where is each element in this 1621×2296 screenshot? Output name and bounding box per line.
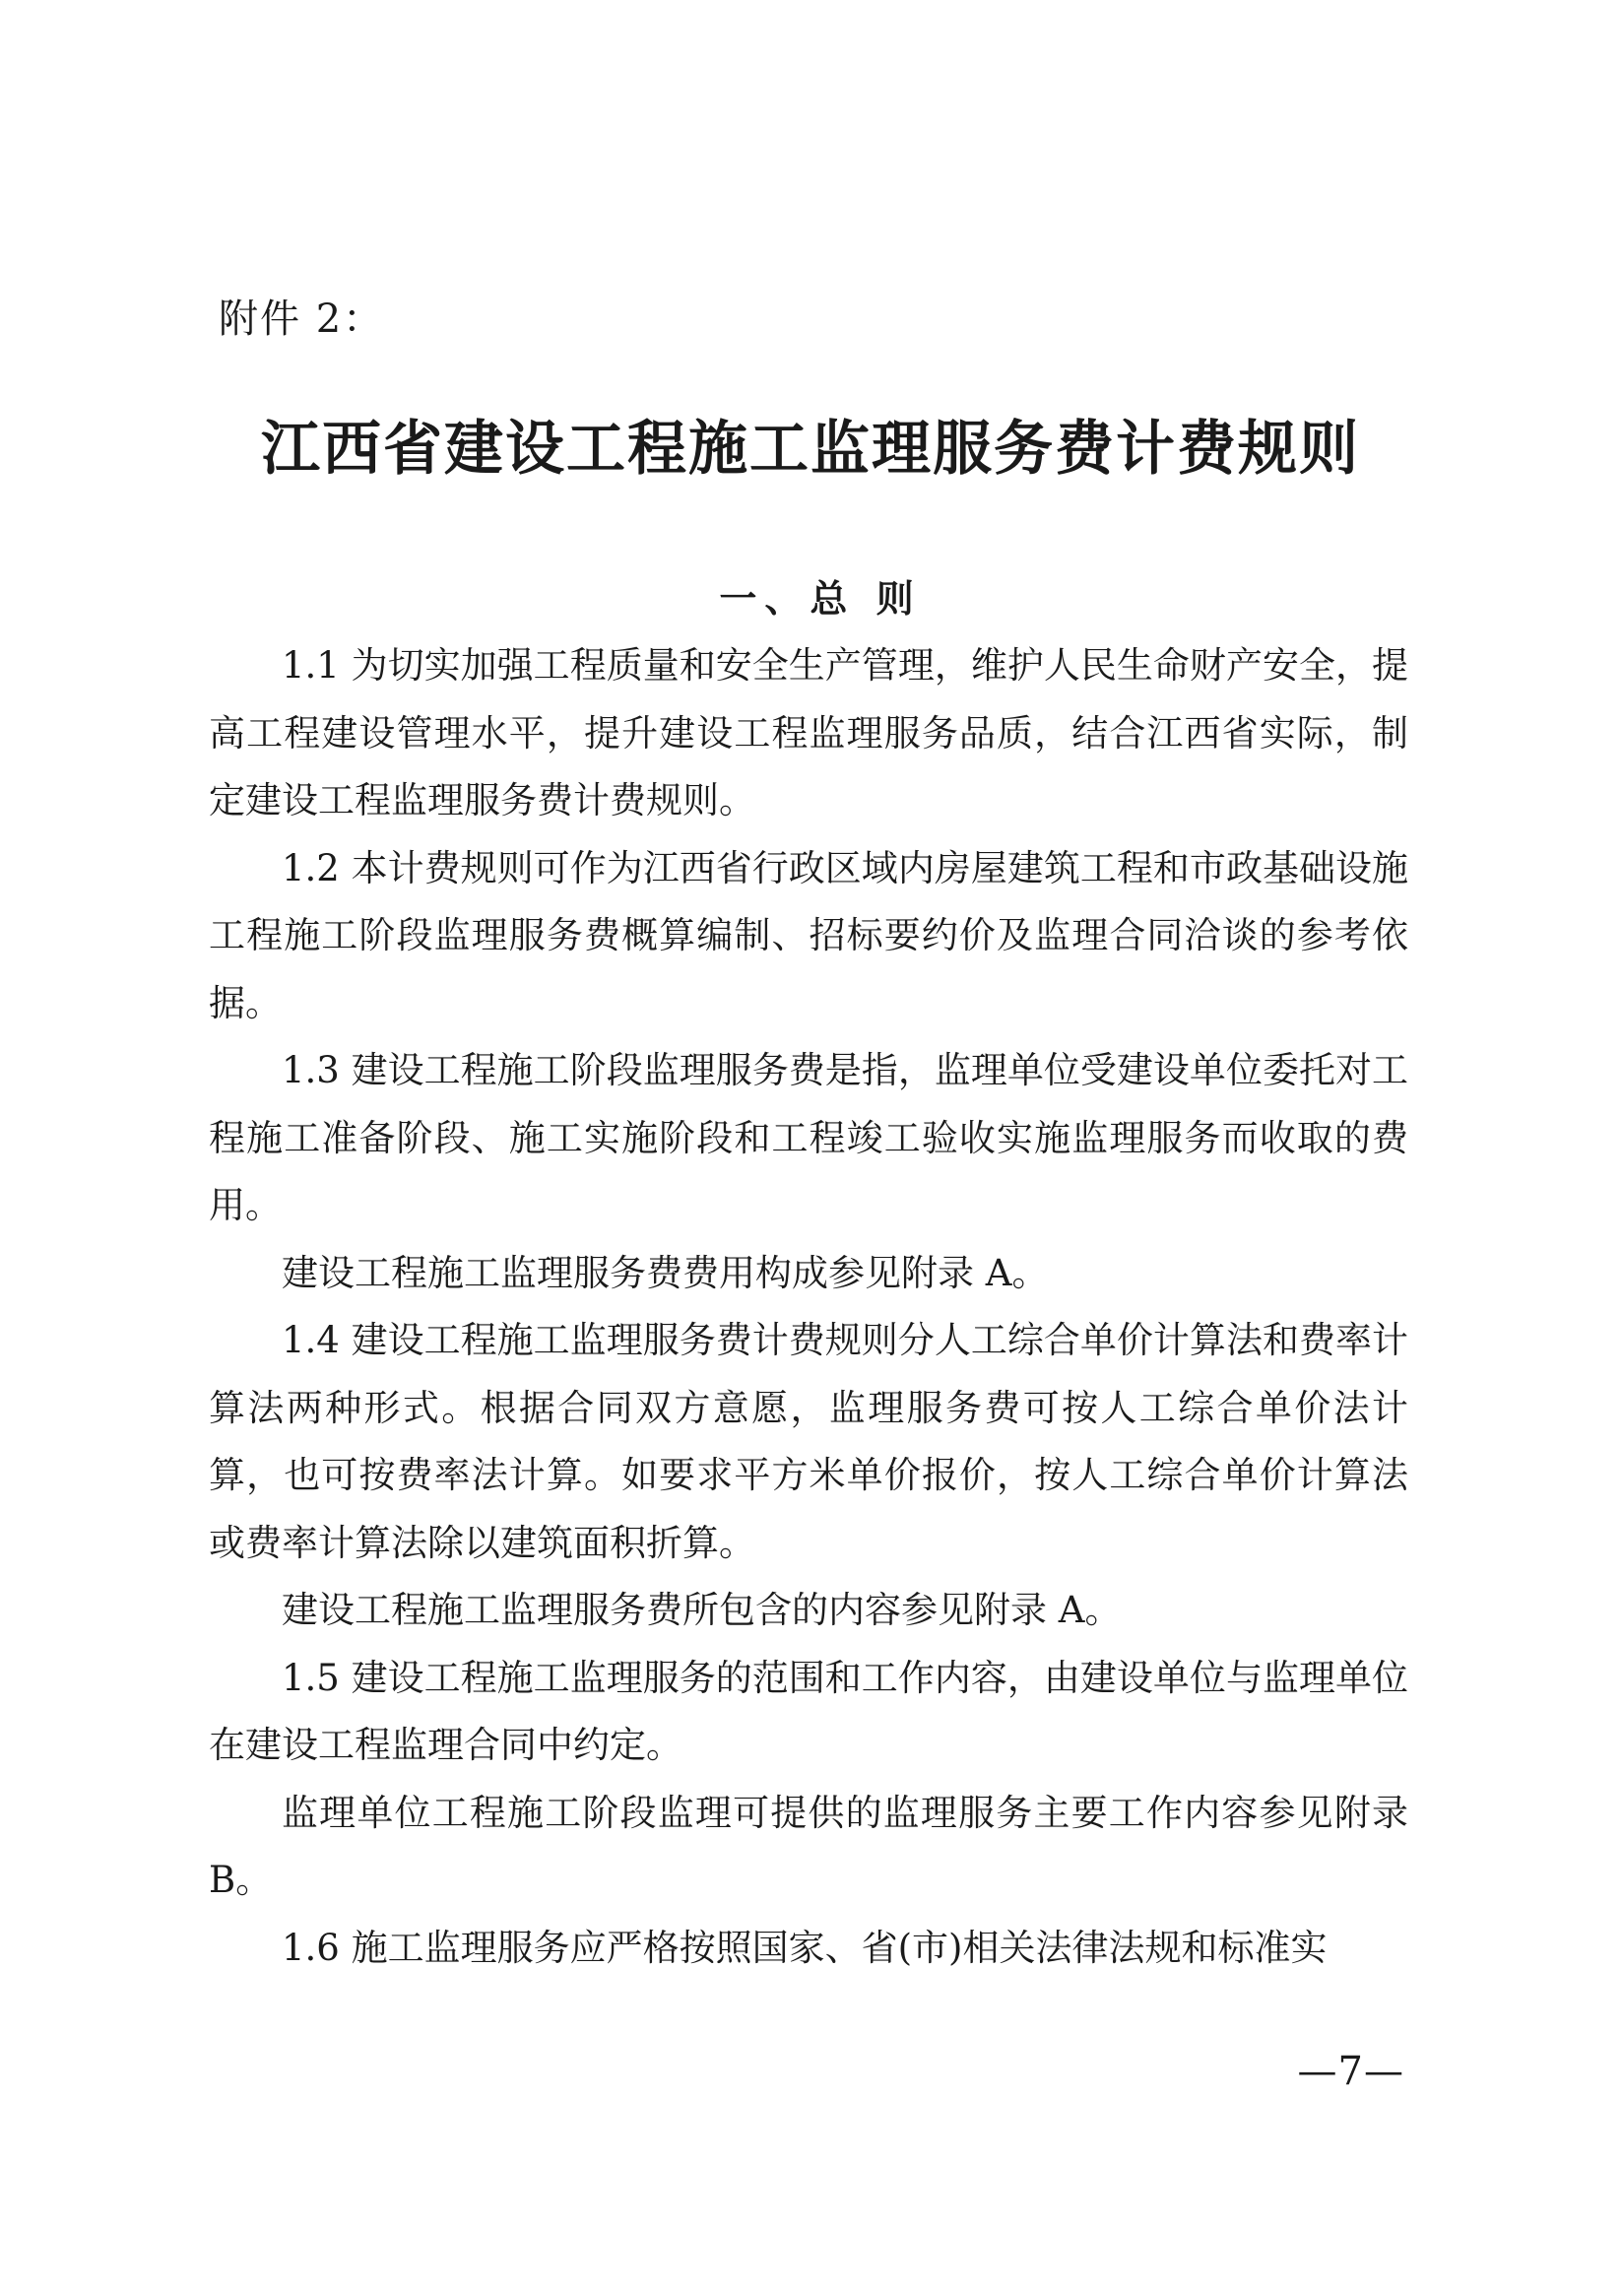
paragraph-1-2: 1.2 本计费规则可作为江西省行政区域内房屋建筑工程和市政基础设施工程施工阶段监理服务费概算编制、招标要约价及监理合同洽谈的参考依据。 xyxy=(209,846,1408,1024)
section-heading: 一、总 则 xyxy=(719,577,922,621)
paragraph-appendix-a-content: 建设工程施工监理服务费所包含的内容参见附录 A。 xyxy=(282,1589,1122,1631)
paragraph-appendix-b: 监理单位工程施工阶段监理可提供的监理服务主要工作内容参见附录 B。 xyxy=(209,1791,1408,1901)
page-number: —7— xyxy=(1297,2049,1404,2094)
paragraph-1-1: 1.1 为切实加强工程质量和安全生产管理，维护人民生命财产安全，提高工程建设管理水平，提升建设工程监理服务品质，结合江西省实际，制定建设工程监理服务费计费规则。 xyxy=(209,644,1408,821)
paragraph-1-6: 1.6 施工监理服务应严格按照国家、省(市)相关法律法规和标准实 xyxy=(282,1926,1328,1969)
document-title: 江西省建设工程施工监理服务费计费规则 xyxy=(261,415,1360,484)
paragraph-1-3: 1.3 建设工程施工阶段监理服务费是指，监理单位受建设单位委托对工程施工准备阶段、施工实施阶段和工程竣工验收实施监理服务而收取的费用。 xyxy=(209,1049,1408,1226)
paragraph-1-4: 1.4 建设工程施工监理服务费计费规则分人工综合单价计算法和费率计算法两种形式。根据合同双方意愿，监理服务费可按人工综合单价法计算，也可按费率法计算。如要求平方米单价报价，按人工综合单价计算法或费率计算法除以建筑面积折算。 xyxy=(209,1319,1408,1564)
paragraph-1-5: 1.5 建设工程施工监理服务的范围和工作内容，由建设单位与监理单位在建设工程监理合同中约定。 xyxy=(209,1656,1408,1766)
attachment-label: 附件 2： xyxy=(219,296,385,342)
body-text xyxy=(209,632,1408,1982)
paragraph-appendix-a-cost: 建设工程施工监理服务费费用构成参见附录 A。 xyxy=(282,1251,1049,1294)
